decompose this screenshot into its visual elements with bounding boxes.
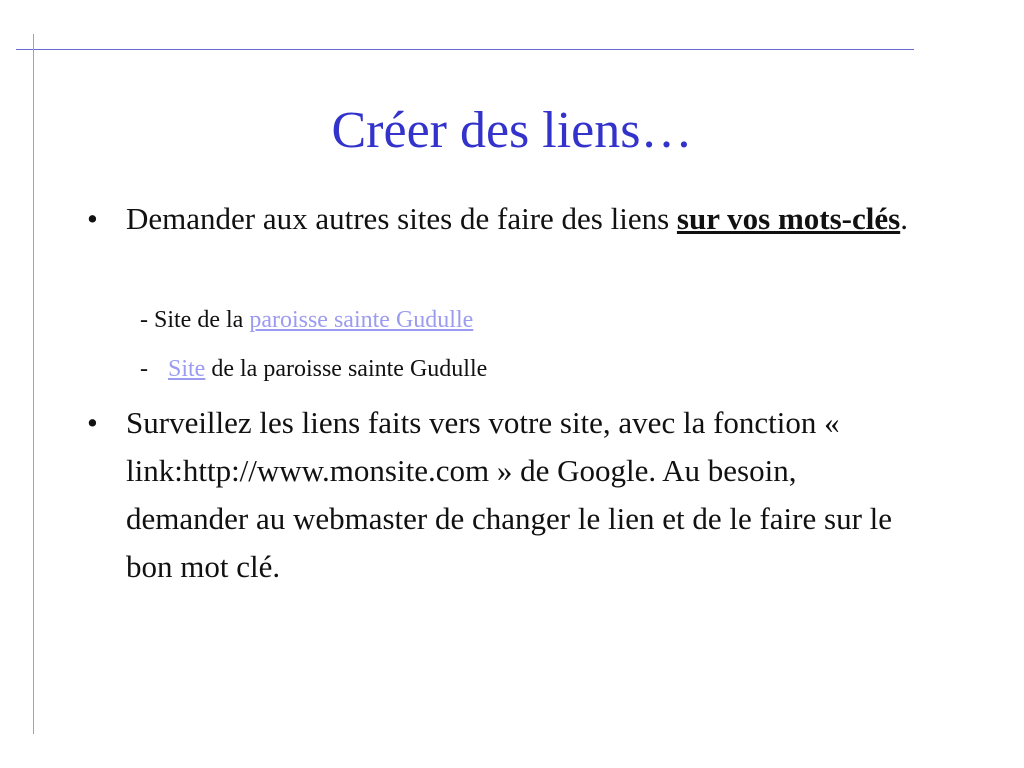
bullet-1-text-before: Demander aux autres sites de faire des liens [126,201,677,236]
subitem-1-prefix: - Site de la [140,307,250,333]
paroisse-link[interactable]: paroisse sainte Gudulle [249,307,474,333]
bullet-icon: • [87,405,98,440]
subitem-2 [140,354,487,384]
bullet-item-1 [87,195,917,243]
site-link[interactable]: Site [168,356,206,382]
subitem-2-prefix: - [140,356,148,382]
slide-title: Créer des liens… [331,102,693,159]
bullet-2-text: Surveillez les liens faits vers votre site, avec la fonction « link:http://www.monsite.com » de Google. Au besoin, demander au webmaster de changer le lien et de le faire sur le bon mot clé. [126,405,893,584]
keyword-emphasis: sur vos mots-clés [676,201,901,236]
bullet-icon: • [87,201,98,236]
bullet-1-text [126,195,917,243]
subitem-2-suffix: de la paroisse sainte Gudulle [205,356,488,382]
bullet-item-2 [87,399,917,591]
top-rule-divider [16,49,914,50]
subitem-1 [140,305,473,335]
bullet-1-text-after: . [900,201,908,236]
